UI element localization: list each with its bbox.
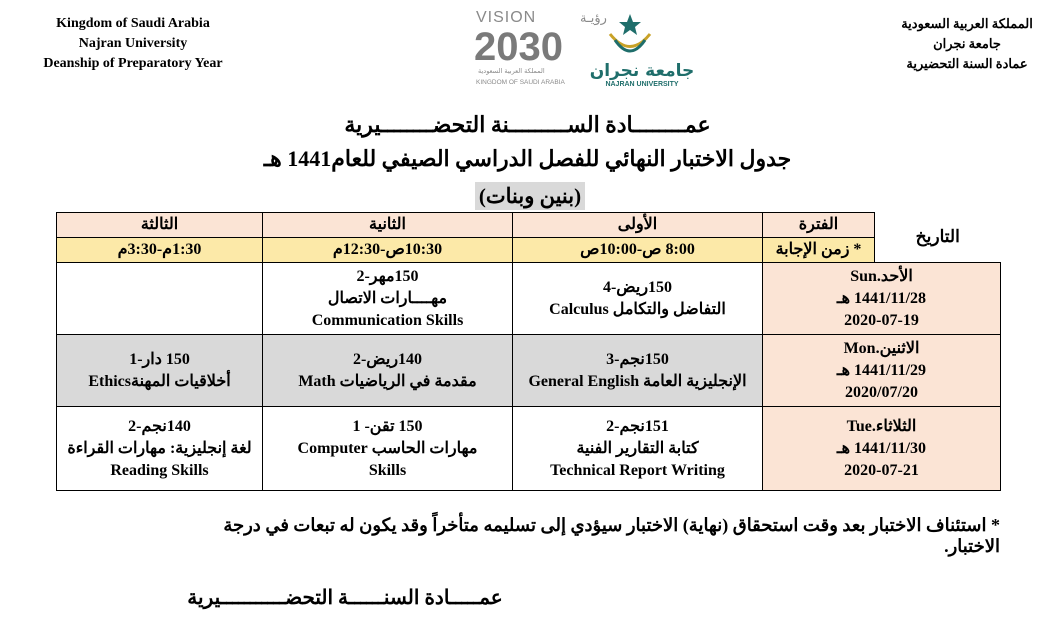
exam-cell-sun-p3 bbox=[57, 263, 263, 335]
course-code: 150ريض-4 bbox=[602, 278, 673, 296]
gregorian-date: 2020-07-21 bbox=[844, 461, 919, 479]
course-name-en: Reading Skills bbox=[110, 461, 209, 479]
period-2-time: 10:30ص-12:30م bbox=[263, 238, 513, 263]
period-1-time: 8:00 ص-10:00ص bbox=[513, 238, 763, 263]
course-name: مهارات الحاسب Computer bbox=[297, 439, 478, 457]
course-name-cont: Skills bbox=[368, 461, 407, 479]
exam-cell-mon-p2 bbox=[263, 335, 513, 407]
date-cell-mon bbox=[763, 335, 1001, 407]
table-row bbox=[57, 335, 1001, 407]
course-name: الإنجليزية العامة General English bbox=[528, 372, 747, 390]
gregorian-date: 2020/07/20 bbox=[845, 383, 918, 401]
header-english bbox=[18, 14, 248, 74]
exam-cell-mon-p3 bbox=[57, 335, 263, 407]
header-en-line-3: Deanship of Preparatory Year bbox=[43, 56, 223, 71]
course-code: 150نجم-3 bbox=[606, 350, 669, 368]
header-en-line-2: Najran University bbox=[78, 36, 188, 51]
course-code: 150 دار-1 bbox=[129, 350, 190, 368]
course-name-en: Communication Skills bbox=[311, 311, 464, 329]
vision-ar-text: رؤيـة bbox=[580, 11, 607, 26]
exam-cell-tue-p3 bbox=[57, 407, 263, 491]
course-name-ar: مهــــارات الاتصال bbox=[327, 289, 448, 307]
hijri-date: 1441/11/28 هـ bbox=[836, 289, 927, 307]
vision-2030-najran-logo bbox=[470, 4, 705, 88]
header-ar-line-2: جامعة نجران bbox=[933, 36, 1001, 51]
course-code: 140ريض-2 bbox=[352, 350, 423, 368]
period-3-name: الثالثة bbox=[57, 213, 263, 238]
exam-cell-sun-p1 bbox=[513, 263, 763, 335]
university-en-text: NAJRAN UNIVERSITY bbox=[605, 81, 679, 88]
year-2030-text: 2030 bbox=[474, 25, 563, 69]
signature: عمـــــادة السنــــــة التحضـــــــــــيرية bbox=[187, 587, 503, 609]
gregorian-date: 2020-07-19 bbox=[844, 311, 919, 329]
header-arabic bbox=[887, 14, 1047, 74]
kingdom-en-text: KINGDOM OF SAUDI ARABIA bbox=[476, 79, 565, 86]
course-name-en: Technical Report Writing bbox=[550, 461, 725, 479]
deanship-title: عمــــــــادة الســـــــــنة التحضــــــــيرية bbox=[344, 112, 711, 137]
table-row bbox=[57, 263, 1001, 335]
day-name: الاثنين.Mon bbox=[843, 339, 920, 357]
gender-label: (بنين وبنات) bbox=[475, 182, 585, 210]
najran-emblem-icon bbox=[610, 14, 650, 51]
day-name: الثلاثاء.Tue bbox=[846, 417, 917, 435]
header-en-line-1: Kingdom of Saudi Arabia bbox=[56, 16, 210, 31]
course-name: التفاضل والتكامل Calculus bbox=[549, 300, 726, 318]
course-code: 151نجم-2 bbox=[606, 417, 669, 435]
course-code: 140نجم-2 bbox=[128, 417, 191, 435]
kingdom-ar-text: المملكة العربية السعودية bbox=[478, 67, 545, 75]
date-cell-tue bbox=[763, 407, 1001, 491]
exam-cell-mon-p1 bbox=[513, 335, 763, 407]
course-code: 150 تقن- 1 bbox=[352, 417, 423, 435]
period-2-name: الثانية bbox=[263, 213, 513, 238]
table-row bbox=[57, 407, 1001, 491]
schedule-title: جدول الاختبار النهائي للفصل الدراسي الصيفي للعام1441 هـ bbox=[263, 146, 792, 171]
table-header-row-periods bbox=[57, 213, 1001, 238]
date-cell-sun bbox=[763, 263, 1001, 335]
course-name: أخلاقيات المهنةEthics bbox=[88, 372, 231, 390]
exam-schedule-table bbox=[56, 212, 1001, 491]
day-name: الأحد.Sun bbox=[850, 267, 913, 285]
course-name-ar: لغة إنجليزية: مهارات القراءة bbox=[67, 439, 252, 457]
table-header-row-times bbox=[57, 238, 1001, 263]
course-name-ar: كتابة التقارير الفنية bbox=[576, 439, 699, 457]
footnote: * استئناف الاختبار بعد وقت استحقاق (نهاية) الاختبار سيؤدي إلى تسليمه متأخراً وقد يكون له تبعات في درجة الاختبار. bbox=[223, 515, 1000, 556]
exam-cell-sun-p2 bbox=[263, 263, 513, 335]
exam-cell-tue-p1 bbox=[513, 407, 763, 491]
university-ar-text: جامعة نجران bbox=[589, 61, 695, 81]
header-ar-line-1: المملكة العربية السعودية bbox=[901, 16, 1033, 31]
period-3-time: 1:30م-3:30م bbox=[57, 238, 263, 263]
vision-text: VISION bbox=[476, 9, 537, 26]
hijri-date: 1441/11/30 هـ bbox=[836, 439, 927, 457]
header-ar-line-3: عمادة السنة التحضيرية bbox=[906, 56, 1028, 71]
exam-cell-tue-p2 bbox=[263, 407, 513, 491]
period-header: الفترة bbox=[763, 213, 875, 238]
course-name: مقدمة في الرياضيات Math bbox=[298, 372, 477, 390]
course-code: 150مهر-2 bbox=[356, 267, 419, 285]
period-1-name: الأولى bbox=[513, 213, 763, 238]
hijri-date: 1441/11/29 هـ bbox=[836, 361, 927, 379]
date-header: التاريخ bbox=[875, 213, 1001, 263]
answer-time-label: * زمن الإجابة bbox=[763, 238, 875, 263]
